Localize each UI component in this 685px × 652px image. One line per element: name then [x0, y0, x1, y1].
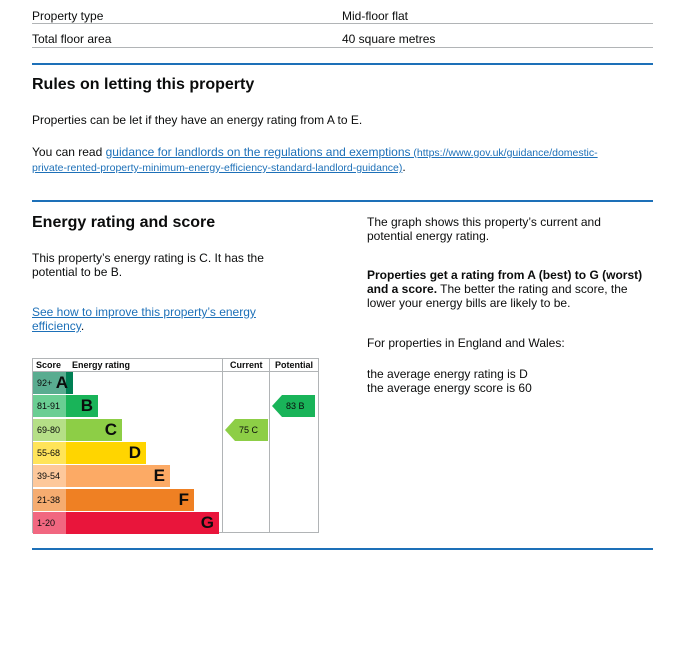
summary-row-property-type — [32, 0, 653, 24]
letting-body: Properties can be let if they have an energy rating from A to E. — [32, 113, 363, 127]
band-score-range: 92+ — [33, 372, 66, 394]
band-bar — [55, 372, 73, 394]
band-letter: G — [200, 512, 214, 532]
header-score: Score — [36, 360, 62, 370]
average-score: the average energy score is 60 — [367, 381, 532, 395]
section-divider — [32, 63, 653, 65]
band-score-range: 39-54 — [33, 465, 66, 487]
band-bar — [66, 489, 194, 511]
band-letter: D — [128, 442, 141, 462]
section-divider — [32, 200, 653, 202]
potential-column-divider — [269, 359, 270, 532]
energy-description: This property’s energy rating is C. It has the potential to be B. — [32, 251, 264, 279]
improve-efficiency: See how to improve this property’s energy efficiency. — [32, 305, 256, 333]
band-score-range: 1-20 — [33, 512, 66, 534]
band-bar — [66, 512, 219, 534]
potential-rating-label: 83 B — [282, 395, 315, 417]
header-current: Current — [230, 360, 263, 370]
average-rating: the average energy rating is D — [367, 367, 528, 381]
band-bar — [66, 442, 146, 464]
landlord-guidance-link[interactable]: guidance for landlords on the regulations and exemptions (https://www.gov.uk/guidance/domestic- private-rented-property-minimum-energy-efficiency-standard-landlord-guidance) — [32, 145, 598, 174]
potential-rating-arrow — [272, 395, 315, 417]
band-letter: B — [80, 396, 93, 416]
summary-value: 40 square metres — [342, 32, 436, 46]
band-letter: A — [55, 373, 68, 392]
rating-explainer: Properties get a rating from A (best) to G (worst) and a score. The better the rating and score, the lower your energy bills are likely to be. — [367, 268, 643, 310]
energy-heading: Energy rating and score — [32, 214, 216, 231]
summary-key: Total floor area — [32, 32, 112, 46]
current-rating-label: 75 C — [235, 419, 268, 441]
band-bar — [66, 465, 170, 487]
band-bar — [66, 395, 98, 417]
band-score-range: 69-80 — [33, 419, 66, 441]
band-score-range: 21-38 — [33, 489, 66, 511]
current-rating-arrow — [225, 419, 268, 441]
summary-key: Property type — [32, 9, 104, 23]
england-wales-label: For properties in England and Wales: — [367, 336, 565, 350]
section-divider — [32, 548, 653, 550]
graph-explainer: The graph shows this property’s current and potential energy rating. — [367, 215, 601, 243]
summary-value: Mid-floor flat — [342, 9, 409, 23]
header-energy-rating: Energy rating — [72, 360, 131, 370]
letting-guidance: You can read guidance for landlords on the regulations and exemptions (https://www.gov.uk/guidance/domestic- private-rented-property-minimum-energy-efficiency-standard-landlord-guidance). — [32, 145, 598, 174]
property-summary — [32, 0, 653, 48]
summary-row-floor-area — [32, 24, 653, 48]
band-letter: F — [178, 489, 189, 509]
current-column-divider — [222, 359, 223, 532]
band-letter: E — [153, 466, 165, 486]
band-bar — [66, 419, 122, 441]
letting-heading: Rules on letting this property — [32, 76, 255, 93]
band-letter: C — [104, 419, 117, 439]
average-values — [367, 367, 532, 395]
energy-rating-graph — [32, 358, 319, 533]
band-score-range: 55-68 — [33, 442, 66, 464]
improve-efficiency-link[interactable]: See how to improve this property’s energy efficiency — [32, 305, 256, 333]
header-potential: Potential — [275, 360, 314, 370]
band-score-range: 81-91 — [33, 395, 66, 417]
header-divider — [33, 371, 318, 372]
